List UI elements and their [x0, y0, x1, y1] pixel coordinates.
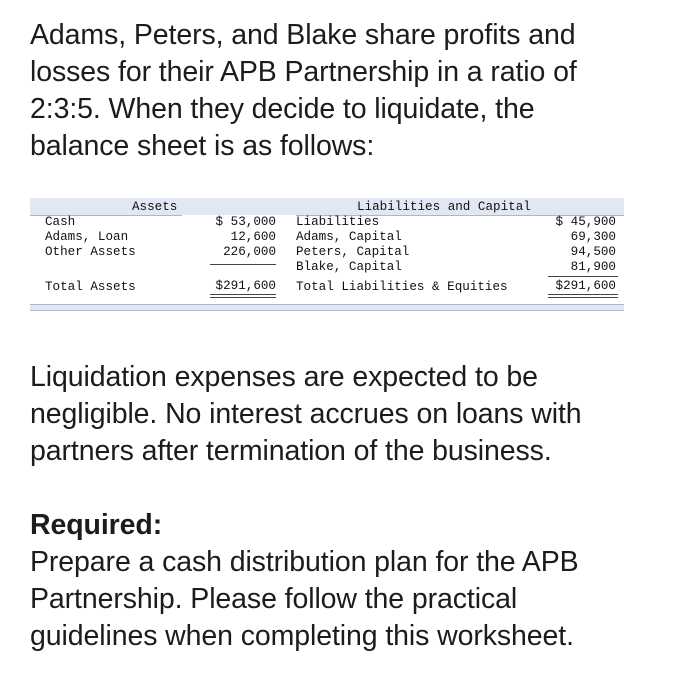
liquidation-line: Liquidation expenses are expected to be: [30, 361, 538, 393]
assets-double-underline: [210, 294, 276, 298]
liability-value-liabilities: $ 45,900: [555, 215, 616, 229]
liquidation-paragraph: [30, 359, 640, 470]
asset-value-adams-loan: 12,600: [230, 230, 276, 244]
required-line: guidelines when completing this worksheet.: [30, 620, 574, 652]
liability-value-adams-capital: 69,300: [570, 230, 616, 244]
liabilities-double-underline: [548, 294, 618, 298]
total-assets-label: Total Assets: [45, 280, 136, 294]
liability-label-blake-capital: Blake, Capital: [296, 260, 402, 274]
liability-value-peters-capital: 94,500: [570, 245, 616, 259]
intro-line: balance sheet is as follows:: [30, 130, 375, 162]
liabilities-sum-line: [548, 276, 618, 277]
balance-sheet-footer-band: [30, 304, 624, 311]
asset-label-other-assets: Other Assets: [45, 245, 136, 259]
required-heading: Required:: [30, 509, 163, 541]
liability-value-blake-capital: 81,900: [570, 260, 616, 274]
assets-sum-line: [210, 264, 276, 265]
liquidation-line: negligible. No interest accrues on loans with: [30, 398, 582, 430]
asset-value-other-assets: 226,000: [223, 245, 276, 259]
balance-sheet-header-band: [30, 198, 624, 215]
liability-label-adams-capital: Adams, Capital: [296, 230, 402, 244]
total-liabilities-label: Total Liabilities & Equities: [296, 280, 508, 294]
assets-header: Assets: [132, 200, 178, 214]
required-section: [30, 507, 640, 655]
liquidation-line: partners after termination of the business.: [30, 435, 552, 467]
required-line: Prepare a cash distribution plan for the APB: [30, 546, 579, 578]
balance-sheet: [30, 198, 624, 312]
intro-line: losses for their APB Partnership in a ratio of: [30, 56, 577, 88]
total-assets-value: $291,600: [215, 279, 276, 293]
liability-label-liabilities: Liabilities: [296, 215, 380, 229]
intro-line: Adams, Peters, and Blake share profits and: [30, 19, 576, 51]
asset-label-adams-loan: Adams, Loan: [45, 230, 129, 244]
liabilities-header: Liabilities and Capital: [357, 200, 531, 214]
intro-line: 2:3:5. When they decide to liquidate, the: [30, 93, 535, 125]
asset-value-cash: $ 53,000: [215, 215, 276, 229]
asset-label-cash: Cash: [45, 215, 76, 229]
total-liabilities-value: $291,600: [555, 279, 616, 293]
required-line: Partnership. Please follow the practical: [30, 583, 518, 615]
liability-label-peters-capital: Peters, Capital: [296, 245, 410, 259]
intro-paragraph: [30, 17, 640, 165]
